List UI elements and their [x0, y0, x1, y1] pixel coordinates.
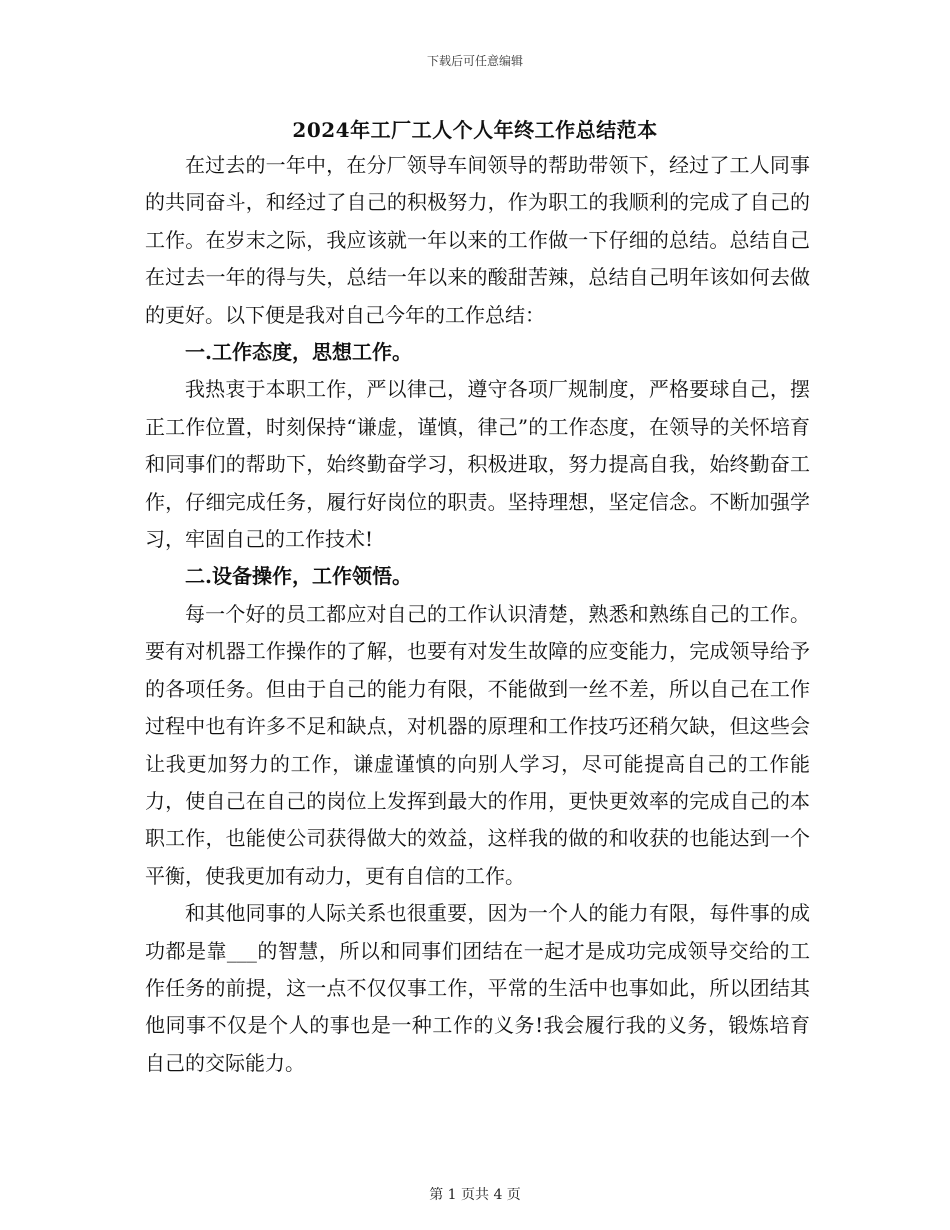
document-body [145, 147, 810, 1082]
intro-paragraph: 在过去的一年中，在分厂领导车间领导的帮助带领下，经过了工人同事的共同奋斗，和经过了自己的积极努力，作为职工的我顺利的完成了自己的工作。在岁末之际，我应该就一年以来的工作做一下仔细的总结。总结自己在过去一年的得与失，总结一年以来的酸甜苦辣，总结自己明年该如何去做的更好。以下便是我对自己今年的工作总结： [145, 153, 810, 327]
header-note: 下载后可任意编辑 [426, 54, 523, 68]
document-title: 2024年工厂工人个人年终工作总结范本 [292, 118, 658, 142]
section-paragraph: 我热衷于本职工作，严以律己，遵守各项厂规制度，严格要球自己，摆正工作位置，时刻保持“谦虚，谨慎，律己”的工作态度，在领导的关怀培育和同事们的帮助下，始终勤奋学习，积极进取，努力提高自我，始终勤奋工作，仔细完成任务，履行好岗位的职责。坚持理想，坚定信念。不断加强学习，牢固自己的工作技术! [145, 377, 810, 552]
section-heading-attitude: 一.工作态度，思想工作。 [185, 340, 412, 365]
page-number: 第 1 页共 4 页 [429, 1187, 521, 1203]
section-paragraph: 每一个好的员工都应对自己的工作认识清楚，熟悉和熟练自己的工作。要有对机器工作操作的了解，也要有对发生故障的应变能力，完成领导给予的各项任务。但由于自己的能力有限，不能做到一丝不差，所以自己在工作过程中也有许多不足和缺点，对机器的原理和工作技巧还稍欠缺，但这些会让我更加努力的工作，谦虚谨慎的向别人学习，尽可能提高自己的工作能力，使自己在自己的岗位上发挥到最大的作用，更快更效率的完成自己的本职工作，也能使公司获得做大的效益，这样我的做的和收获的也能达到一个平衡，使我更加有动力，更有自信的工作。 [145, 601, 810, 888]
section-paragraph: 和其他同事的人际关系也很重要，因为一个人的能力有限，每件事的成功都是靠___的智慧，所以和同事们团结在一起才是成功完成领导交给的工作任务的前提，这一点不仅仅事工作，平常的生活中也事如此，所以团结其他同事不仅是个人的事也是一种工作的义务!我会履行我的义务，锻炼培育自己的交际能力。 [145, 901, 810, 1075]
section-heading-equipment: 二.设备操作，工作领悟。 [185, 564, 412, 589]
